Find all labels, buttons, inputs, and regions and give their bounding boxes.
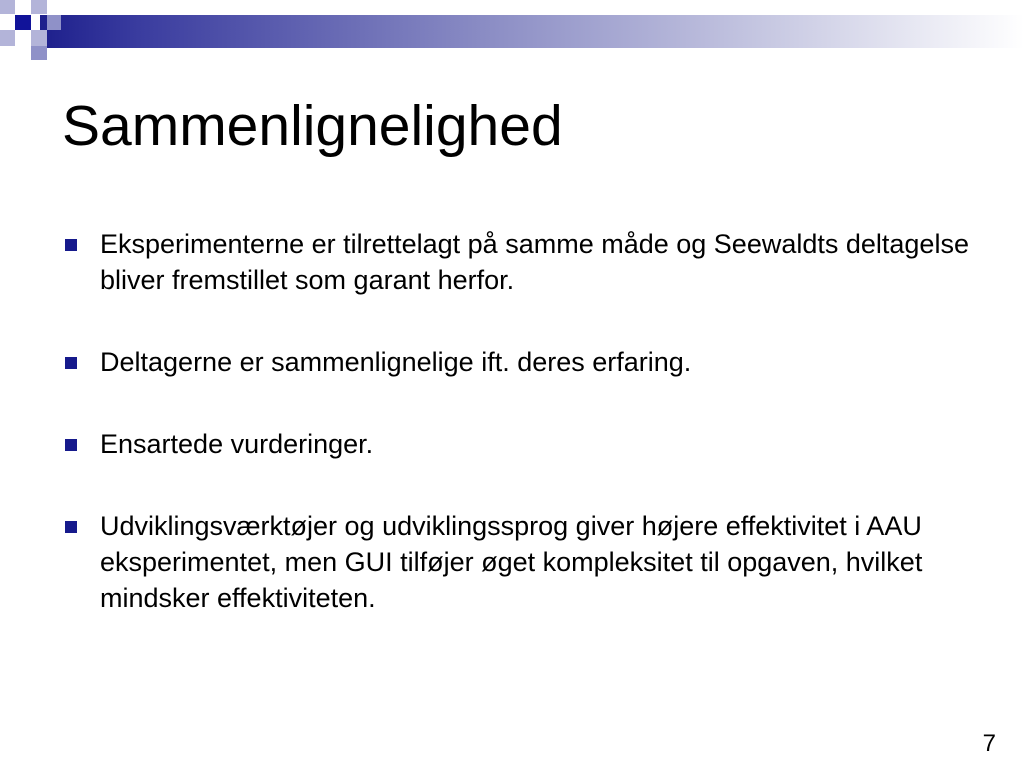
decor-square: [0, 30, 15, 46]
bullet-text: Udviklingsværktøjer og udviklingssprog giver højere effektivitet i AAU eksperimentet, men GUI tilføjer øget kompleksitet til opgaven, hvilket mindsker effektiviteten.: [100, 511, 923, 613]
square-bullet-icon: [65, 521, 77, 533]
bullet-text: Deltagerne er sammenlignelige ift. deres erfaring.: [100, 347, 692, 377]
square-bullet-icon: [65, 357, 77, 369]
square-bullet-icon: [65, 439, 77, 451]
bullet-item: [62, 426, 982, 462]
bullet-item: [62, 344, 982, 380]
decor-square: [31, 46, 47, 60]
header-gradient-bar: [40, 15, 1024, 48]
header-decoration: [0, 0, 1024, 70]
bullet-text: Eksperimenterne er tilrettelagt på samme måde og Seewaldts deltagelse bliver fremstillet som garant herfor.: [100, 229, 969, 295]
decor-square: [0, 0, 15, 14]
decor-square: [31, 30, 47, 46]
page-number: 7: [982, 730, 996, 757]
decor-square: [15, 15, 31, 30]
bullet-item: [62, 226, 982, 298]
bullet-list: [62, 226, 982, 616]
slide-title: Sammenlignelighed: [62, 94, 563, 158]
decor-square: [31, 0, 47, 14]
bullet-item: [62, 508, 982, 616]
bullet-text: Ensartede vurderinger.: [100, 429, 374, 459]
square-bullet-icon: [65, 239, 77, 251]
decor-square: [47, 15, 61, 30]
